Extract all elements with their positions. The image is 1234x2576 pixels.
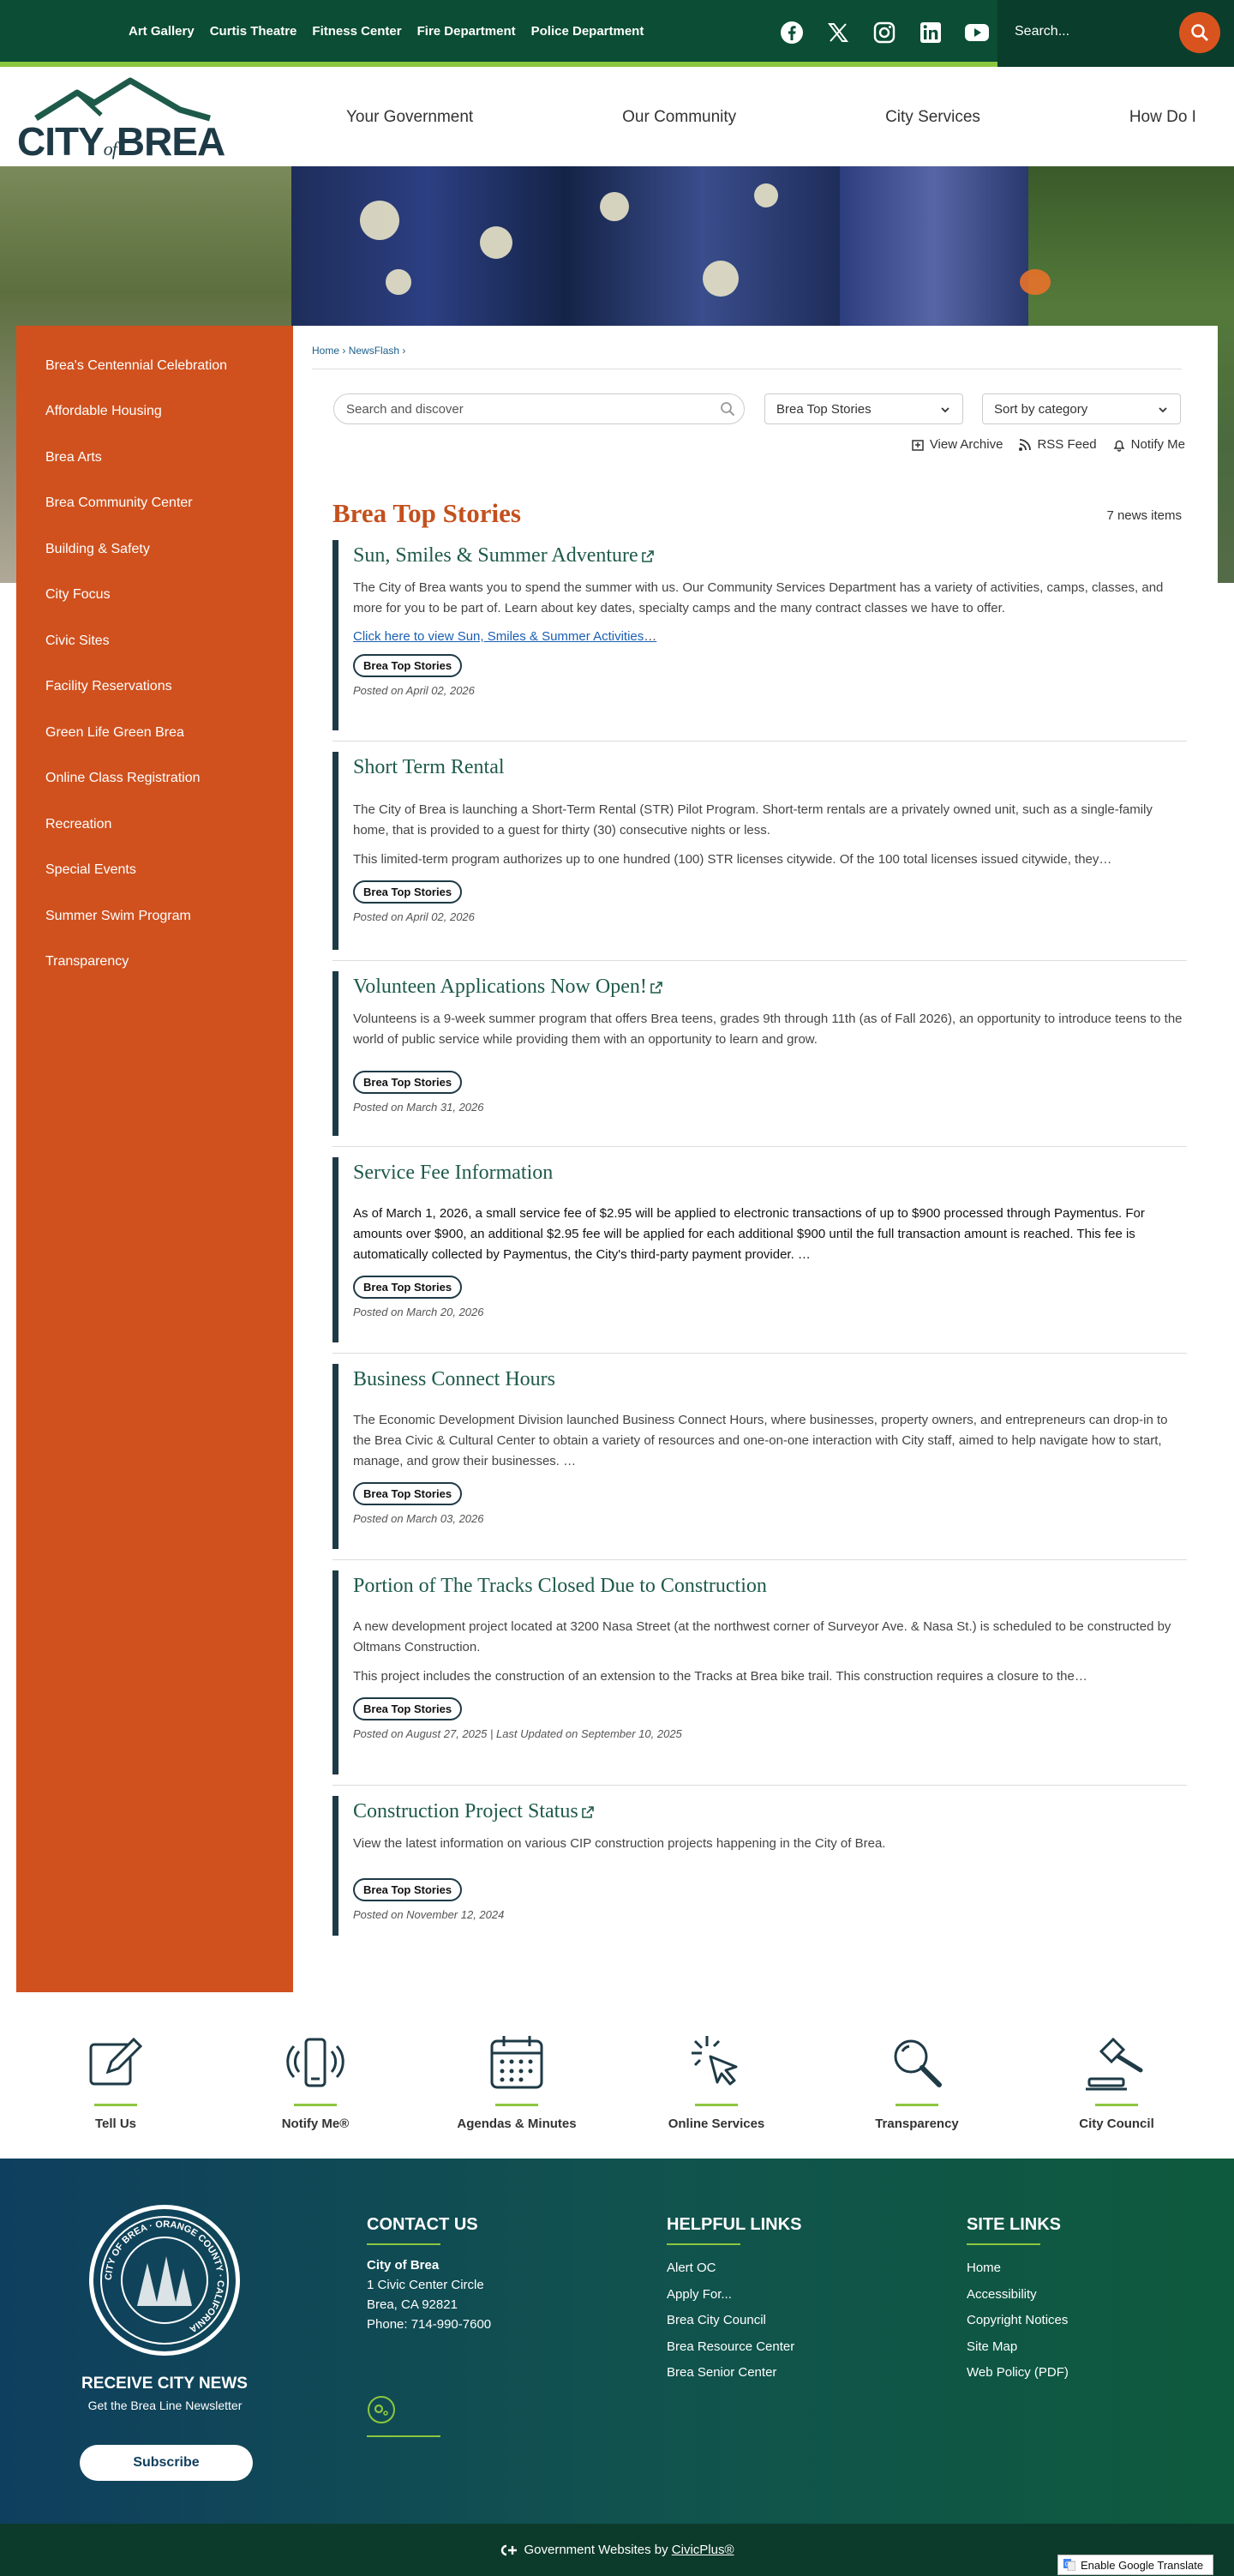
- magnifier-icon: [887, 2033, 947, 2093]
- top-link-fire-department[interactable]: Fire Department: [416, 24, 516, 39]
- section-title: Brea Top Stories: [332, 498, 521, 528]
- news-item: [332, 1364, 1187, 1560]
- footer-link[interactable]: Brea City Council: [667, 2313, 766, 2327]
- footer-phone[interactable]: Phone: 714-990-7600: [367, 2317, 492, 2332]
- nav-your-government[interactable]: Your Government: [346, 108, 474, 126]
- posted-date: Posted on April 02, 2026: [353, 684, 475, 697]
- footer-link[interactable]: Accessibility: [967, 2286, 1037, 2302]
- notify-me-link[interactable]: Notify Me: [1112, 437, 1185, 452]
- news-summary: The Economic Development Division launched Business Connect Hours, where businesses, property owners, and entrepreneurs can drop-in to the Brea Civic & Cultural Center to obtain a variety of resources and one-on-one interaction with City staff, aimed to help navigate how to start, manage, and grow their businesses. …: [353, 1413, 1168, 1468]
- quicklink-city-council[interactable]: City Council: [1035, 2028, 1198, 2131]
- footer-link[interactable]: Site Map: [967, 2339, 1018, 2354]
- quick-links: [0, 1992, 1234, 2159]
- subscribe-button[interactable]: Subscribe: [80, 2445, 253, 2481]
- rss-icon: [1018, 438, 1032, 452]
- news-inline-link[interactable]: Click here to view Sun, Smiles & Summer Activities…: [353, 629, 657, 644]
- newsletter-heading: RECEIVE CITY NEWS: [81, 2375, 248, 2393]
- breadcrumb-home[interactable]: Home: [312, 345, 340, 357]
- category-tag[interactable]: Brea Top Stories: [353, 654, 462, 677]
- footer-link[interactable]: Apply For...: [667, 2286, 732, 2302]
- sidebar-item-civic-sites[interactable]: Civic Sites: [45, 633, 110, 648]
- sidebar-item-brea-arts[interactable]: Brea Arts: [45, 449, 102, 465]
- top-link-fitness-center[interactable]: Fitness Center: [312, 24, 402, 39]
- news-title[interactable]: Construction Project Status: [353, 1796, 1187, 1825]
- footer-site-links: SITE LINKS Home Accessibility Copyright Notices Site Map Web Policy (PDF): [967, 2215, 1069, 2387]
- category-tag[interactable]: Brea Top Stories: [353, 1071, 462, 1094]
- news-title[interactable]: Short Term Rental: [353, 756, 505, 778]
- mountain-logo-icon: [34, 77, 214, 122]
- cursor-click-icon: [685, 2031, 748, 2094]
- news-title[interactable]: Sun, Smiles & Summer Adventure: [353, 540, 1187, 569]
- site-search-input[interactable]: Search...: [1015, 24, 1070, 39]
- footer-link[interactable]: Copyright Notices: [967, 2313, 1069, 2327]
- sidebar-item-community-center[interactable]: Brea Community Center: [45, 495, 193, 511]
- category-select[interactable]: Brea Top Stories: [764, 393, 963, 424]
- news-summary: View the latest information on various CIP construction projects happening in the City of Brea.: [353, 1836, 886, 1851]
- breadcrumb: Home › NewsFlash ›: [312, 345, 406, 357]
- footer-link[interactable]: Alert OC: [667, 2261, 716, 2275]
- category-tag[interactable]: Brea Top Stories: [353, 1697, 462, 1720]
- sidebar-item-affordable-housing[interactable]: Affordable Housing: [45, 404, 162, 419]
- sidebar-item-building-safety[interactable]: Building & Safety: [45, 541, 150, 556]
- news-list: [332, 540, 1187, 1956]
- news-summary: The City of Brea wants you to spend the summer with us. Our Community Services Department has a variety of activities, camps, classes, and more for you to be part of. Learn about key dates, specialty camps and the many contract classes we have to offer.: [353, 580, 1164, 615]
- search-icon: [1190, 23, 1209, 42]
- gavel-icon: [1084, 2033, 1149, 2093]
- posted-date: Posted on November 12, 2024: [353, 1908, 505, 1921]
- top-links: [129, 24, 644, 39]
- rss-feed-link[interactable]: RSS Feed: [1018, 437, 1096, 452]
- category-tag[interactable]: Brea Top Stories: [353, 880, 462, 904]
- social-links: [778, 19, 991, 46]
- svg-text:G: G: [1064, 2561, 1069, 2568]
- news-item: [332, 540, 1187, 742]
- civicplus-link[interactable]: CivicPlus®: [671, 2543, 734, 2557]
- facebook-icon[interactable]: [778, 19, 806, 46]
- news-item: [332, 1570, 1187, 1786]
- top-link-police-department[interactable]: Police Department: [530, 24, 644, 39]
- sidebar-item-recreation[interactable]: Recreation: [45, 816, 112, 832]
- youtube-icon[interactable]: [963, 19, 991, 46]
- x-twitter-icon[interactable]: [824, 19, 852, 46]
- sidebar-nav: [16, 326, 293, 1992]
- news-summary: This project includes the construction of an extension to the Tracks at Brea bike trail. This construction requires a closure to the…: [353, 1669, 1087, 1684]
- site-footer: [0, 2159, 1234, 2524]
- footer-link[interactable]: Home: [967, 2261, 1002, 2275]
- archive-icon: [911, 438, 925, 452]
- posted-date: Posted on March 31, 2026: [353, 1101, 484, 1114]
- pencil-icon: [86, 2033, 146, 2093]
- nav-how-do-i[interactable]: How Do I: [1129, 108, 1196, 126]
- sort-select[interactable]: Sort by category: [982, 393, 1181, 424]
- city-seal: [89, 2205, 240, 2356]
- bell-icon: [1112, 438, 1126, 452]
- category-tag[interactable]: Brea Top Stories: [353, 1482, 462, 1505]
- news-count: 7 news items: [1106, 508, 1182, 523]
- view-archive-link[interactable]: View Archive: [911, 437, 1003, 452]
- news-search-input[interactable]: Search and discover: [333, 393, 745, 424]
- news-summary: A new development project located at 3200 Nasa Street (at the northwest corner of Surveyor Ave. & Nasa St.) is scheduled to be constructed by Oltmans Construction.: [353, 1619, 1171, 1654]
- external-link-icon: [650, 982, 662, 994]
- chevron-down-icon: [940, 405, 950, 415]
- quicklink-online-services[interactable]: Online Services: [635, 2028, 798, 2131]
- breadcrumb-newsflash[interactable]: NewsFlash: [348, 345, 400, 357]
- sidebar-item-centennial[interactable]: Brea's Centennial Celebration: [45, 357, 228, 373]
- posted-date: Posted on March 03, 2026: [353, 1512, 484, 1525]
- footer-link[interactable]: Brea Resource Center: [667, 2339, 795, 2354]
- category-tag[interactable]: Brea Top Stories: [353, 1276, 462, 1299]
- gear-icon: [367, 2395, 396, 2424]
- site-search: [997, 0, 1234, 67]
- linkedin-icon[interactable]: [917, 19, 944, 46]
- news-summary: This limited-term program authorizes up to one hundred (100) STR licenses citywide. Of the 100 total licenses issued citywide, they…: [353, 852, 1112, 867]
- top-link-art-gallery[interactable]: Art Gallery: [129, 24, 195, 39]
- chevron-down-icon: [1158, 405, 1168, 415]
- posted-date: Posted on March 20, 2026: [353, 1306, 484, 1318]
- google-translate-button[interactable]: G Enable Google Translate: [1057, 2555, 1213, 2575]
- google-translate-icon: [1063, 2559, 1075, 2571]
- news-item: [332, 971, 1187, 1147]
- footer-helpful-links: HELPFUL LINKS Alert OC Apply For... Brea City Council Brea Resource Center Brea Senior Center: [667, 2215, 801, 2387]
- footer-link[interactable]: Web Policy (PDF): [967, 2365, 1069, 2380]
- nav-our-community[interactable]: Our Community: [622, 108, 737, 126]
- site-search-button[interactable]: [1179, 12, 1220, 53]
- civicplus-logo-icon: [500, 2544, 518, 2556]
- news-title[interactable]: Portion of The Tracks Closed Due to Construction: [353, 1575, 767, 1597]
- category-tag[interactable]: Brea Top Stories: [353, 1878, 462, 1901]
- calendar-icon: [487, 2033, 547, 2093]
- instagram-icon[interactable]: [871, 19, 898, 46]
- top-link-curtis-theatre[interactable]: Curtis Theatre: [209, 24, 297, 39]
- main-nav: [326, 108, 1217, 127]
- news-item: [332, 1796, 1187, 1946]
- news-title[interactable]: Volunteen Applications Now Open!: [353, 971, 1187, 1000]
- news-title[interactable]: Service Fee Information: [353, 1162, 554, 1184]
- civicplus-credit: Government Websites by CivicPlus®: [0, 2543, 1234, 2557]
- top-bar: [0, 0, 1234, 67]
- footer-contact: CONTACT US City of Brea 1 Civic Center Circle Brea, CA 92821 Phone: 714-990-7600: [367, 2215, 491, 2334]
- news-summary: The City of Brea is launching a Short-Term Rental (STR) Pilot Program. Short-term rentals are a privately owned unit, such as a single-family home, that is provided to a guest for thirty (30) consecutive nights or less.: [353, 802, 1153, 838]
- sidebar-item-special-events[interactable]: Special Events: [45, 862, 136, 878]
- posted-date: Posted on August 27, 2025 | Last Updated on September 10, 2025: [353, 1727, 682, 1740]
- sidebar-item-city-focus[interactable]: City Focus: [45, 587, 111, 603]
- news-summary: As of March 1, 2026, a small service fee of $2.95 will be applied to electronic transactions of up to $900 processed through Paymentus. For amounts over $900, an additional $2.95 fee will be applied for each additional $900 until the full transaction amount is reached. This fee is automatically collected by Paymentus, the City's third-party payment provider. …: [353, 1206, 1145, 1262]
- sidebar-item-transparency[interactable]: Transparency: [45, 954, 129, 970]
- footer-link[interactable]: Brea Senior Center: [667, 2365, 777, 2380]
- main-content: [293, 326, 1218, 1992]
- site-header: [0, 72, 1234, 166]
- mosaic-panel-2: [840, 166, 1028, 329]
- quicklink-agendas-minutes[interactable]: Agendas & Minutes: [435, 2028, 598, 2131]
- sidebar-item-online-class-registration[interactable]: Online Class Registration: [45, 771, 201, 786]
- quicklink-notify-me[interactable]: Notify Me®: [234, 2028, 397, 2131]
- sidebar-item-green-life[interactable]: Green Life Green Brea: [45, 724, 184, 740]
- posted-date: Posted on April 02, 2026: [353, 910, 475, 923]
- search-icon[interactable]: [720, 401, 735, 417]
- sidebar-item-summer-swim[interactable]: Summer Swim Program: [45, 908, 191, 923]
- external-link-icon: [642, 550, 654, 562]
- logo-wordmark: CITYofBREA: [17, 119, 225, 164]
- bottom-bar: [0, 2524, 1234, 2576]
- news-item: [332, 1157, 1187, 1354]
- city-logo[interactable]: [17, 75, 225, 164]
- external-link-icon: [582, 1806, 594, 1818]
- news-title[interactable]: Business Connect Hours: [353, 1368, 555, 1390]
- footer-settings[interactable]: [367, 2395, 440, 2437]
- news-actions: [911, 437, 1185, 452]
- svg-text:CITY OF BREA · ORANGE COUNTY ·: CITY OF BREA · ORANGE COUNTY · CALIFORNIA: [103, 2219, 226, 2334]
- quicklink-tell-us[interactable]: Tell Us: [34, 2028, 197, 2131]
- news-item: [332, 752, 1187, 961]
- nav-city-services[interactable]: City Services: [885, 108, 980, 126]
- city-seal-icon: [96, 2212, 233, 2349]
- quicklink-transparency[interactable]: Transparency: [836, 2028, 998, 2131]
- newsletter-subheading: Get the Brea Line Newsletter: [87, 2399, 243, 2412]
- news-summary: Volunteens is a 9-week summer program that offers Brea teens, grades 9th through 11th (as of Fall 2026), an opportunity to introduce teens to the world of public service while providing them with an opportunity to learn and grow.: [353, 1012, 1183, 1047]
- sidebar-item-facility-reservations[interactable]: Facility Reservations: [45, 679, 172, 694]
- phone-icon: [285, 2033, 345, 2093]
